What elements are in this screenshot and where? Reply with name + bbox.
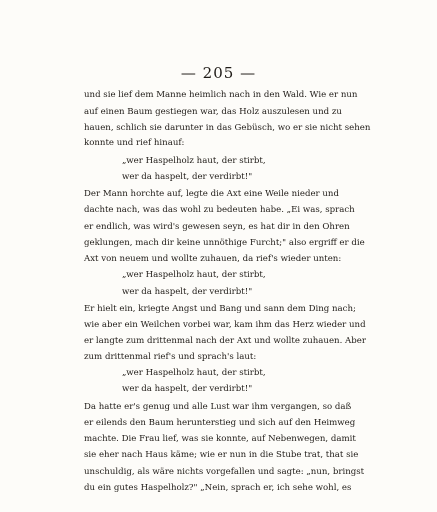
text-line: zum drittenmal rief's und sprach's laut: [84,351,257,362]
text-line: dachte nach, was das wohl zu bedeuten habe. „Ei was, sprach [84,205,355,216]
text-line: hauen, schlich sie darunter in das Gebüsch, wo er sie nicht sehen [84,123,371,134]
text-line: du ein gutes Haspelholz?" „Nein, sprach er, ich sehe wohl, es [84,482,352,493]
verse-line: wer da haspelt, der verdirbt!" [122,171,253,182]
text-line: auf einen Baum gestiegen war, das Holz auszulesen und zu [84,107,342,118]
text-line: Axt von neuem und wollte zuhauen, da rief's wieder unten: [84,253,342,264]
verse-line: „wer Haspelholz haut, der stirbt, [122,270,266,281]
text-line: sie eher nach Haus käme; wie er nun in die Stube trat, that sie [84,450,359,461]
text-line: und sie lief dem Manne heimlich nach in den Wald. Wie er nun [84,89,358,100]
text-line: er eilends den Baum herunterstieg und sich auf den Heimweg [84,418,356,429]
text-line: Er hielt ein, kriegte Angst und Bang und sann dem Ding nach; [84,303,356,314]
text-line: er langte zum drittenmal nach der Axt und wollte zuhauen. Aber [84,335,366,346]
text-line: geklungen, mach dir keine unnöthige Furcht;" also ergriff er die [84,237,365,248]
verse-line: wer da haspelt, der verdirbt!" [122,287,253,298]
text-line: er endlich, was wird's gewesen seyn, es hat dir in den Ohren [84,221,350,232]
text-line: Da hatte er's genug und alle Lust war ihm vergangen, so daß [84,401,352,412]
text-line: konnte und rief hinauf: [84,138,185,149]
text-line: wie aber ein Weilchen vorbei war, kam ihm das Herz wieder und [84,319,366,330]
text-line: machte. Die Frau lief, was sie konnte, auf Nebenwegen, damit [84,434,356,445]
page-number: — 205 — [180,64,257,82]
text-line: unschuldig, als wäre nichts vorgefallen und sagte: „nun, bringst [84,466,365,477]
text-line: Der Mann horchte auf, legte die Axt eine Weile nieder und [84,189,339,200]
verse-line: „wer Haspelholz haut, der stirbt, [122,155,266,166]
verse-line: wer da haspelt, der verdirbt!" [122,384,253,395]
verse-line: „wer Haspelholz haut, der stirbt, [122,368,266,379]
